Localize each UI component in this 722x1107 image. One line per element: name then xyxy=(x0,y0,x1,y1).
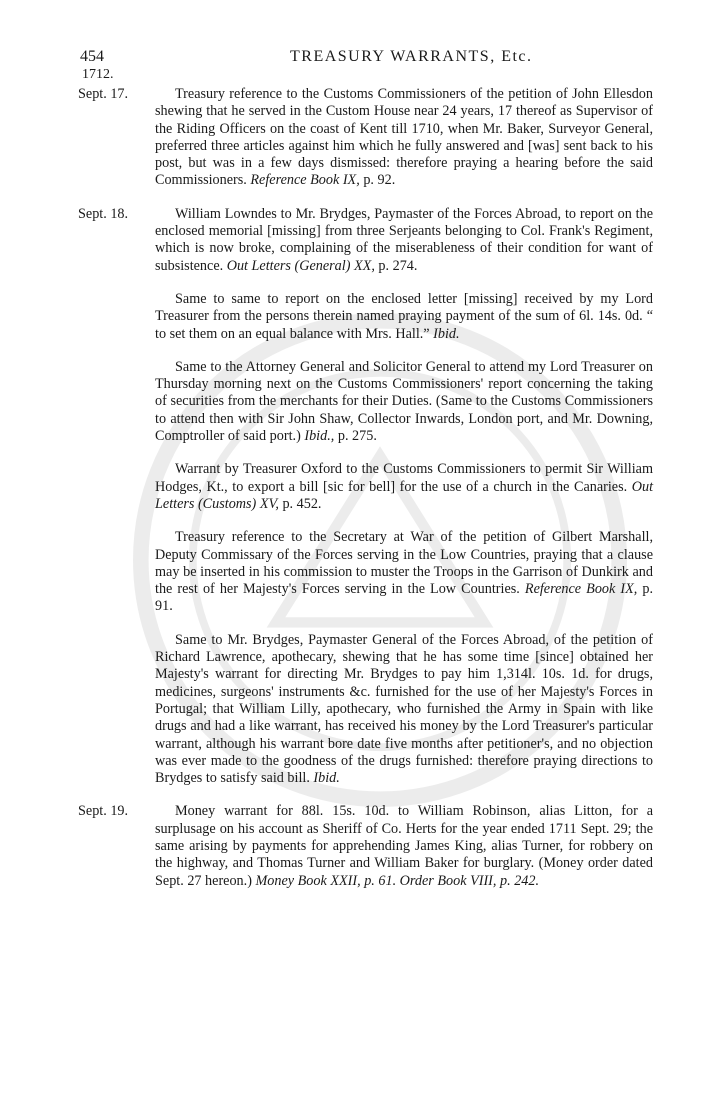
entry-text xyxy=(155,461,653,513)
entry xyxy=(0,359,722,445)
entry-page: p. 91. xyxy=(155,581,654,615)
entry-body: Treasury reference to the Secretary at War of the petition of Gilbert Marshall, Deputy Commissary of the Forces serving in the Low Countries, praying that a clause may be inserted in his commission to muster the Troops in the Garrison of Dunkirk and the rest of her Majesty's Forces serving in the Low Countries. xyxy=(155,529,653,598)
entry-body: Same to the Attorney General and Solicitor General to attend my Lord Treasurer on Thursday morning next on the Customs Commissioners' report concerning the taking of securities from the merchants for their Duties. (Same to the Customs Commissioners to attend then with Sir John Shaw, Collector Inwards, London port, and Mr. Downing, Comptroller of said port.) xyxy=(155,358,653,445)
entry-reference: Out Letters (General) XX, xyxy=(226,257,375,274)
entry-text xyxy=(155,632,653,788)
entry-reference: Ibid., xyxy=(304,428,335,445)
year-label: 1712. xyxy=(82,67,114,82)
entry-date: Sept. 17. xyxy=(78,86,129,102)
entry-body: William Lowndes to Mr. Brydges, Paymaster of the Forces Abroad, to report on the enclosed memorial [missing] from three Serjeants belonging to Col. Frank's Regiment, which is now broke, complaining of the miserableness of their condition for want of subsistence. xyxy=(155,205,653,274)
entry-text xyxy=(155,206,653,275)
entry-date: Sept. 19. xyxy=(78,803,129,820)
entry-reference: Ibid. xyxy=(433,325,460,342)
entry xyxy=(0,803,722,889)
entry-page: p. 92. xyxy=(363,172,396,189)
entry-text xyxy=(155,291,653,343)
entry-reference: Ibid. xyxy=(313,770,340,787)
entry-body: Warrant by Treasurer Oxford to the Customs Commissioners to permit Sir William Hodges, Kt., to export a bill [sic for bell] for the use of a church in the Canaries. xyxy=(155,461,653,495)
entry-list xyxy=(0,86,722,906)
entry-body: Same to same to report on the enclosed letter [missing] received by my Lord Treasurer from the persons therein named praying payment of the sum of 6l. 14s. 0d. “ to set them on an equal balance with Mrs. Hall.” xyxy=(155,290,653,342)
entry xyxy=(0,529,722,615)
entry-page: p. 275. xyxy=(337,428,377,445)
entry-text xyxy=(155,86,653,190)
entry-reference: Reference Book IX, xyxy=(524,581,638,598)
running-title: TREASURY WARRANTS, Etc. xyxy=(290,48,533,65)
entry xyxy=(0,461,722,513)
entry-reference: Reference Book IX, xyxy=(250,172,360,189)
entry-text xyxy=(155,529,653,615)
entry xyxy=(0,206,722,275)
entry-body: Money warrant for 88l. 15s. 10d. to William Robinson, alias Litton, for a surplusage on his account as Sheriff of Co. Herts for the year ended 1711 Sept. 29; the same arising by payments for apprehending James King, alias Turner, for robbery on the highway, and Thomas Turner and William Baker for burglary. (Money order dated Sept. 27 hereon.) xyxy=(155,803,653,889)
running-head xyxy=(80,48,692,70)
entry-page: p. 274. xyxy=(378,257,418,274)
entry xyxy=(0,86,722,190)
entry xyxy=(0,632,722,788)
entry-reference: Money Book XXII, p. 61. Order Book VIII, p. 242. xyxy=(255,872,540,889)
entry-text xyxy=(155,803,653,889)
page-number: 454 xyxy=(80,48,104,65)
entry-reference: Out Letters (Customs) XV, xyxy=(155,478,654,512)
entry-page: p. 452. xyxy=(282,495,322,512)
entry-body: Treasury reference to the Customs Commissioners of the petition of John Ellesdon shewing that he served in the Custom House near 24 years, 17 thereof as Supervisor of the Riding Officers on the coast of Kent till 1710, when Mr. Baker, Surveyor General, preferred three articles against him which he fully answered and [was] sent back to his post, but was in a few days dismissed: therefore praying a hearing before the said Commissioners. xyxy=(155,86,653,189)
entry-date: Sept. 18. xyxy=(78,205,129,222)
entry xyxy=(0,291,722,343)
entry-text xyxy=(155,359,653,445)
entry-body: Same to Mr. Brydges, Paymaster General of the Forces Abroad, of the petition of Richard Lawrence, apothecary, shewing that he has some time [since] obtained her Majesty's warrant for directing Mr. Brydges to pay him 1,314l. 10s. 1d. for drugs, medicines, surgeons' instruments &c. furnished for the use of her Majesty's Forces in Portugal; that William Lilly, apothecary, who furnished the Army in Spain with like drugs and had a like warrant, has received his money by the Lord Treasurer's particular warrant, although his warrant bore date five months after petitioner's, and no objection was ever made to the goodness of the drugs furnished: therefore praying directions to Brydges to satisfy said bill. xyxy=(155,631,653,787)
